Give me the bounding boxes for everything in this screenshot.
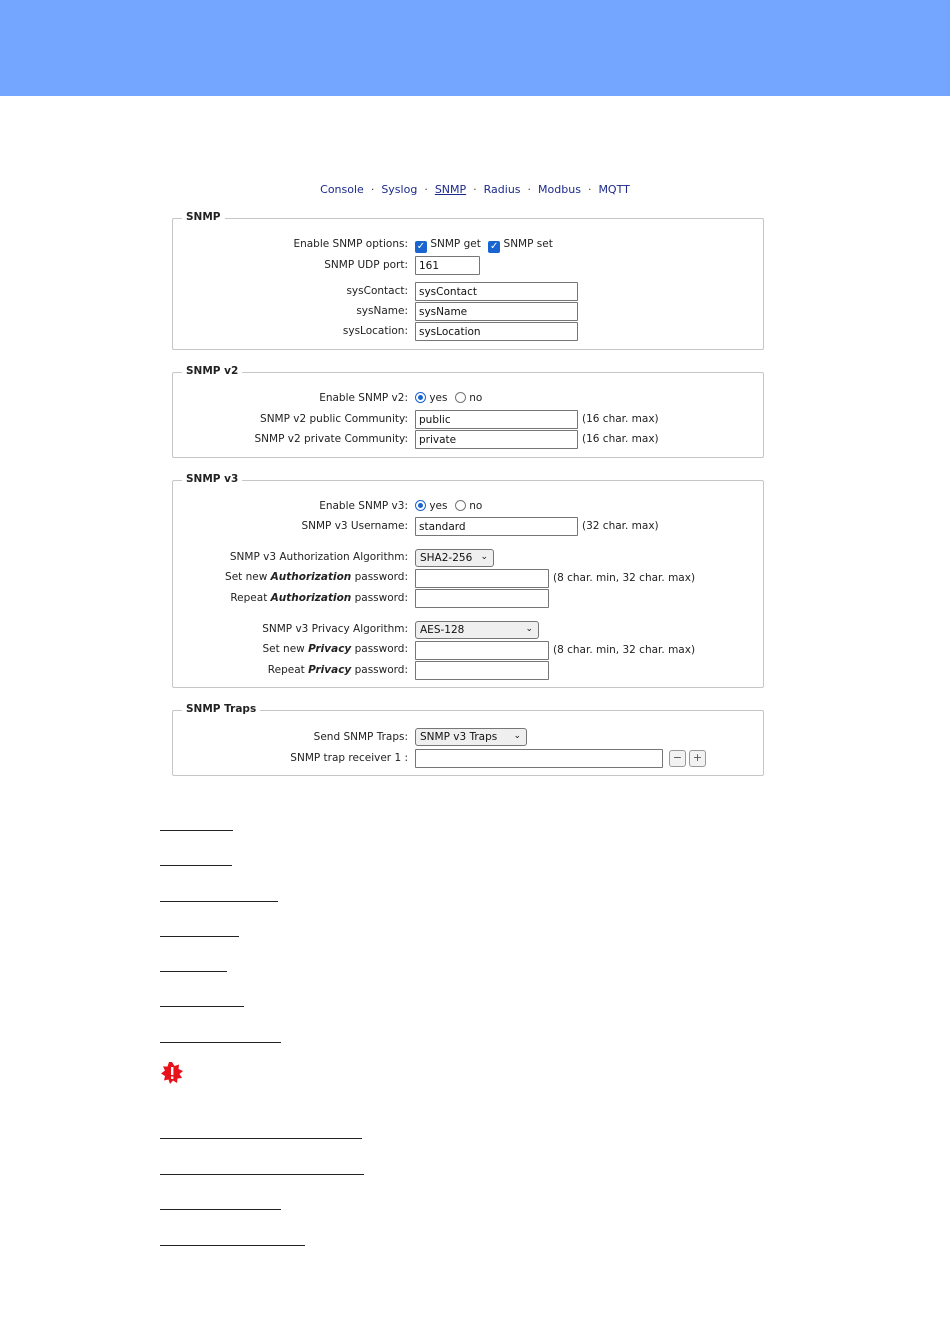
send-snmp-traps-label: Send SNMP Traps: (313, 731, 408, 743)
redacted-line (160, 1006, 244, 1007)
v3-auth-repeat-password-input[interactable] (415, 589, 549, 608)
nav-separator: · (370, 183, 375, 196)
nav-separator: · (473, 183, 477, 196)
remove-receiver-button[interactable]: − (669, 750, 686, 767)
snmp-v2-yes-label: yes (429, 392, 448, 404)
nav-separator: · (587, 183, 592, 196)
snmp-fieldset (172, 211, 764, 350)
sysname-label: sysName: (356, 305, 408, 317)
snmp-v3-radio-group (415, 500, 482, 512)
v3-auth-algorithm-label: SNMP v3 Authorization Algorithm: (229, 551, 408, 563)
snmp-v3-no-label: no (469, 500, 483, 512)
snmp-udp-port-input[interactable]: 161 (415, 256, 480, 275)
v3-auth-repeat-password-label: Repeat Authorization password: (230, 592, 408, 604)
v3-privacy-repeat-password-label: Repeat Privacy password: (267, 664, 408, 676)
v3-username-hint: (32 char. max) (582, 520, 659, 532)
v2-public-community-input[interactable]: public (415, 410, 578, 429)
snmp-set-label: SNMP set (503, 238, 553, 250)
nav-modbus[interactable]: Modbus (538, 183, 581, 196)
v3-auth-password-hint: (8 char. min, 32 char. max) (553, 572, 696, 584)
v3-privacy-algorithm-label: SNMP v3 Privacy Algorithm: (262, 623, 408, 635)
snmp-traps-legend: SNMP Traps (182, 703, 260, 715)
chevron-down-icon: ⌄ (525, 624, 533, 634)
sysname-input[interactable]: sysName (415, 302, 578, 321)
v2-private-community-label: SNMP v2 private Community: (254, 433, 408, 445)
redacted-line (160, 830, 233, 831)
redacted-line (160, 1042, 281, 1043)
v3-auth-new-password-label: Set new Authorization password: (225, 571, 408, 583)
trap-receiver-1-label: SNMP trap receiver 1 : (290, 752, 408, 764)
nav-mqtt[interactable]: MQTT (598, 183, 630, 196)
redacted-line (160, 1138, 362, 1139)
redacted-line (160, 1209, 281, 1210)
redacted-line (160, 1174, 364, 1175)
redacted-line (160, 971, 227, 972)
snmp-legend: SNMP (182, 211, 225, 223)
snmp-v2-fieldset (172, 365, 764, 458)
snmp-v2-no-radio[interactable] (455, 392, 466, 403)
nav-syslog[interactable]: Syslog (381, 183, 418, 196)
snmp-v2-no-label: no (469, 392, 483, 404)
v3-auth-algorithm-value: SHA2-256 (420, 552, 473, 564)
v3-privacy-new-password-label: Set new Privacy password: (262, 643, 408, 655)
snmp-v2-yes-radio[interactable] (415, 392, 426, 403)
v3-privacy-algorithm-select[interactable] (415, 621, 539, 639)
snmp-v3-yes-label: yes (429, 500, 448, 512)
v3-privacy-password-hint: (8 char. min, 32 char. max) (553, 644, 696, 656)
snmp-v3-no-radio[interactable] (455, 500, 466, 511)
redacted-line (160, 865, 232, 866)
v3-auth-algorithm-select[interactable] (415, 549, 494, 567)
warning-burst-icon (161, 1062, 183, 1084)
snmp-udp-port-label: SNMP UDP port: (324, 259, 408, 271)
nav-separator: · (424, 183, 428, 196)
syslocation-label: sysLocation: (342, 325, 408, 337)
snmp-get-checkbox[interactable]: ✓ (416, 241, 426, 252)
enable-snmp-v2-label: Enable SNMP v2: (319, 392, 408, 404)
v2-public-community-label: SNMP v2 public Community: (260, 413, 408, 425)
add-receiver-button[interactable]: + (689, 750, 706, 767)
v2-private-community-input[interactable]: private (415, 430, 578, 449)
nav-console[interactable]: Console (320, 183, 364, 196)
snmp-v2-radio-group (415, 392, 482, 404)
nav-snmp[interactable]: SNMP (434, 183, 467, 196)
top-banner (0, 0, 950, 96)
snmp-v3-yes-radio[interactable] (415, 500, 426, 511)
nav-radius[interactable]: Radius (483, 183, 521, 196)
nav-separator: · (527, 183, 532, 196)
syscontact-input[interactable]: sysContact (415, 282, 578, 301)
syslocation-input[interactable]: sysLocation (415, 322, 578, 341)
snmp-v3-legend: SNMP v3 (182, 473, 242, 485)
v2-public-hint: (16 char. max) (582, 413, 659, 425)
snmp-v2-legend: SNMP v2 (182, 365, 242, 377)
v3-privacy-repeat-password-input[interactable] (415, 661, 549, 680)
send-snmp-traps-value: SNMP v3 Traps (420, 731, 498, 743)
enable-snmp-v3-label: Enable SNMP v3: (319, 500, 408, 512)
snmp-options-group (415, 238, 553, 253)
snmp-traps-fieldset (172, 703, 764, 776)
syscontact-label: sysContact: (346, 285, 408, 297)
section-nav (0, 183, 950, 196)
redacted-line (160, 936, 239, 937)
v2-private-hint: (16 char. max) (582, 433, 659, 445)
snmp-get-label: SNMP get (430, 238, 481, 250)
trap-receiver-1-input[interactable] (415, 749, 663, 768)
snmp-v3-fieldset (172, 473, 764, 688)
v3-auth-new-password-input[interactable] (415, 569, 549, 588)
snmp-set-checkbox[interactable]: ✓ (489, 241, 499, 252)
v3-username-input[interactable]: standard (415, 517, 578, 536)
send-snmp-traps-select[interactable] (415, 728, 527, 746)
redacted-line (160, 901, 278, 902)
v3-privacy-algorithm-value: AES-128 (420, 624, 465, 636)
redacted-line (160, 1245, 305, 1246)
chevron-down-icon: ⌄ (513, 731, 521, 741)
enable-snmp-options-label: Enable SNMP options: (293, 238, 408, 250)
v3-username-label: SNMP v3 Username: (301, 520, 408, 532)
chevron-down-icon: ⌄ (480, 552, 488, 562)
v3-privacy-new-password-input[interactable] (415, 641, 549, 660)
